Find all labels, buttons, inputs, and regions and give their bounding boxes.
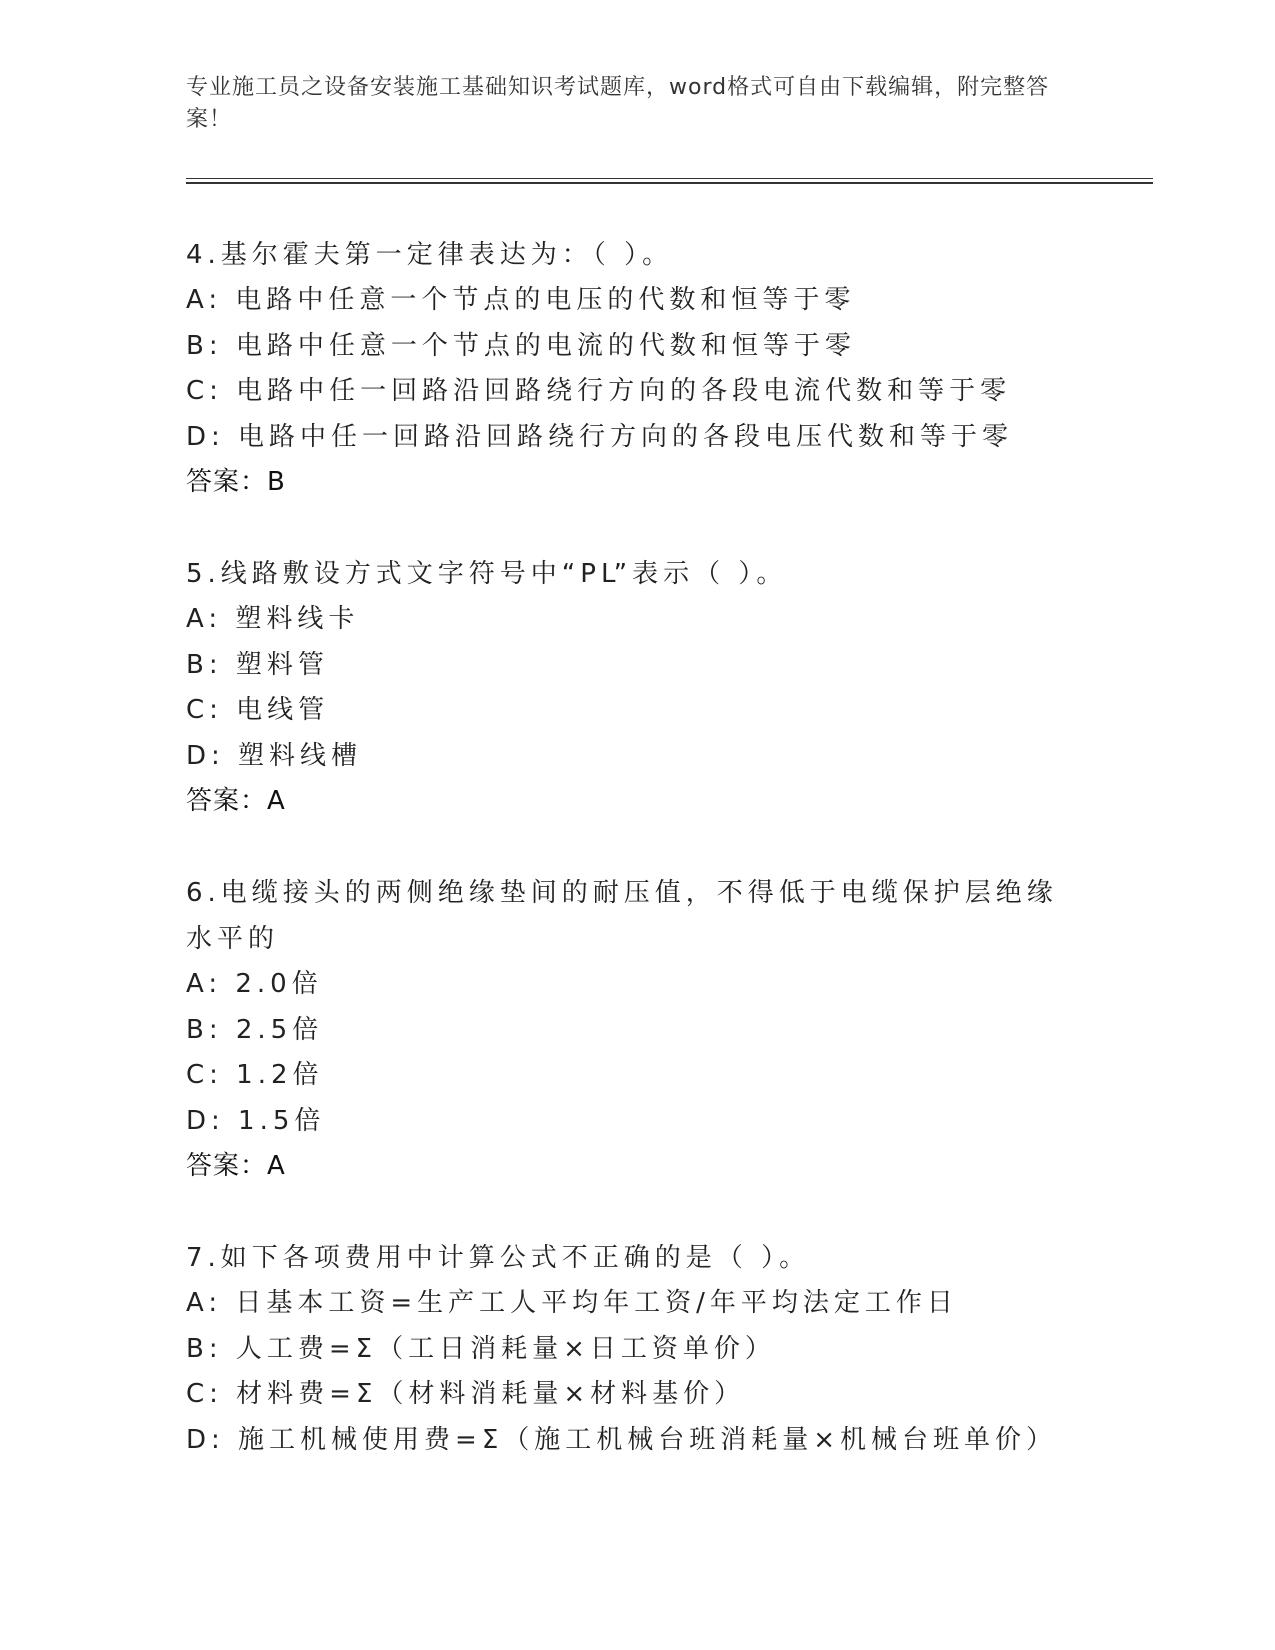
question-stem: 5.线路敷设方式文字符号中“PL”表示（ ）。 bbox=[186, 559, 788, 589]
question-stem: 7.如下各项费用中计算公式不正确的是（ ）。 bbox=[186, 1243, 811, 1273]
option-c: C: 电路中任一回路沿回路绕行方向的各段电流代数和等于零 bbox=[186, 376, 1012, 406]
answer-line: 答案：A bbox=[186, 1151, 286, 1181]
question-stem: 4.基尔霍夫第一定律表达为：（ ）。 bbox=[186, 240, 674, 270]
header-rule-thick bbox=[186, 182, 1153, 184]
option-d: D: 1.5倍 bbox=[186, 1105, 326, 1136]
option-c: C: 电线管 bbox=[186, 695, 330, 725]
answer-line: 答案：B bbox=[186, 467, 286, 497]
option-a: A: 日基本工资=生产工人平均年工资/年平均法定工作日 bbox=[186, 1288, 958, 1318]
option-d: D: 电路中任一回路沿回路绕行方向的各段电压代数和等于零 bbox=[186, 421, 1014, 452]
question-stem: 6.电缆接头的两侧绝缘垫间的耐压值，不得低于电缆保护层绝缘水平的 bbox=[186, 878, 1058, 954]
option-b: B: 人工费=Σ（工日消耗量×日工资单价） bbox=[186, 1333, 776, 1364]
option-b: B: 2.5倍 bbox=[186, 1014, 324, 1045]
question-list bbox=[186, 232, 1086, 1509]
question-4 bbox=[186, 232, 1086, 505]
option-c: C: 材料费=Σ（材料消耗量×材料基价） bbox=[186, 1379, 746, 1409]
question-5 bbox=[186, 551, 1086, 824]
option-a: A: 塑料线卡 bbox=[186, 604, 360, 634]
option-b: B: 电路中任意一个节点的电流的代数和恒等于零 bbox=[186, 330, 856, 361]
option-a: A: 电路中任意一个节点的电压的代数和恒等于零 bbox=[186, 285, 856, 315]
option-d: D: 施工机械使用费=Σ（施工机械台班消耗量×机械台班单价） bbox=[186, 1424, 1058, 1455]
option-a: A: 2.0倍 bbox=[186, 969, 323, 999]
answer-line: 答案：A bbox=[186, 786, 286, 816]
option-d: D: 塑料线槽 bbox=[186, 740, 363, 771]
header-rule-thin bbox=[186, 178, 1153, 179]
question-6 bbox=[186, 870, 1086, 1189]
question-7 bbox=[186, 1235, 1086, 1463]
document-header: 专业施工员之设备安装施工基础知识考试题库，word格式可自由下载编辑，附完整答案！ bbox=[186, 75, 1050, 132]
option-b: B: 塑料管 bbox=[186, 649, 329, 680]
option-c: C: 1.2倍 bbox=[186, 1060, 324, 1090]
